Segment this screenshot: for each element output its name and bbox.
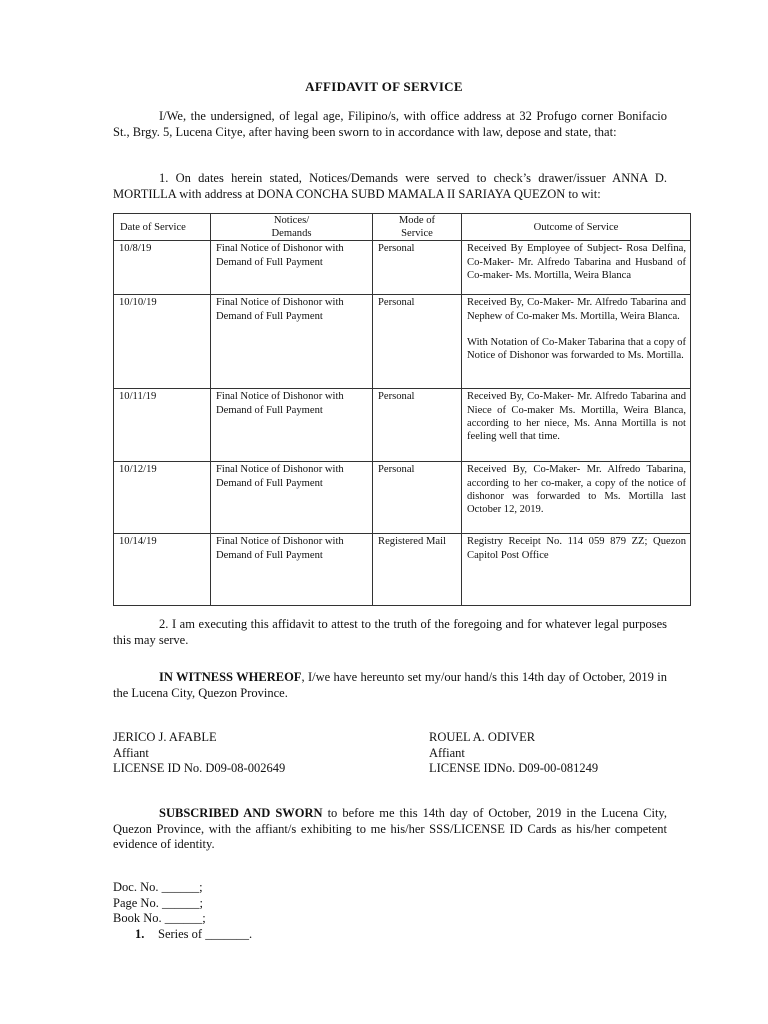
cell-date: 10/12/19	[114, 462, 211, 534]
cell-mode: Personal	[373, 241, 462, 295]
cell-notice: Final Notice of Dishonor with Demand of Full Payment	[211, 389, 373, 462]
cell-outcome: Received By, Co-Maker- Mr. Alfredo Tabarina, according to her co-maker, a copy of the notice of dishonor was forwarded to Ms. Mortilla last October 12, 2019.	[462, 462, 691, 534]
header-notices: Notices/ Demands	[211, 214, 373, 241]
cell-notice: Final Notice of Dishonor with Demand of Full Payment	[211, 462, 373, 534]
cell-notice: Final Notice of Dishonor with Demand of Full Payment	[211, 295, 373, 389]
series-number: 1.	[135, 926, 145, 941]
table-row	[114, 241, 691, 295]
table-row	[114, 534, 691, 606]
cell-outcome	[462, 295, 691, 389]
paragraph-2-text: 2. I am executing this affidavit to attest to the truth of the foregoing and for whatever legal purposes this may serve.	[113, 617, 667, 647]
intro-text: I/We, the undersigned, of legal age, Filipino/s, with office address at 32 Profugo corner Bonifacio St., Brgy. 5, Lucena Citye, after having been sworn to in accordance with law, depose and state, that:	[113, 109, 667, 139]
cell-date: 10/8/19	[114, 241, 211, 295]
paragraph-2	[113, 617, 667, 648]
outcome-notation: With Notation of Co-Maker Tabarina that a copy of Notice of Dishonor was forwarded to Ms. Mortilla.	[467, 336, 686, 362]
witness-text: , I/we have hereunto set my/our hand/s this 14th day of October, 2019 in the Lucena City, Quezon Province.	[113, 670, 667, 700]
affiant-name: JERICO J. AFABLE	[113, 730, 217, 744]
affiant-license: LICENSE ID No. D09-08-002649	[113, 761, 286, 775]
cell-notice: Final Notice of Dishonor with Demand of Full Payment	[211, 534, 373, 606]
sworn-text: to before me this 14th day of October, 2019 in the Lucena City, Quezon Province, with the affiant/s exhibiting to me his/her SSS/LICENSE ID Cards as his/her competent evidence of identity.	[113, 806, 667, 851]
doc-number-line: Doc. No. ______;	[113, 880, 203, 894]
cell-mode: Personal	[373, 389, 462, 462]
sworn-lead: SUBSCRIBED AND SWORN	[159, 806, 323, 820]
cell-date: 10/10/19	[114, 295, 211, 389]
affiant-role: Affiant	[429, 745, 465, 760]
header-outcome: Outcome of Service	[462, 214, 691, 241]
paragraph-1-text: 1. On dates herein stated, Notices/Demands were served to check’s drawer/issuer ANNA D. MORTILLA with address at DONA CONCHA SUBD MAMALA II SARIAYA QUEZON to wit:	[113, 171, 667, 201]
cell-outcome: Received By, Co-Maker- Mr. Alfredo Tabarina and Niece of Co-maker Ms. Mortilla, Weira Blanca, according to her niece, Ms. Anna Mortilla is not feeling well that time.	[462, 389, 691, 462]
affiant-license: LICENSE IDNo. D09-00-081249	[429, 761, 599, 775]
page-number-line: Page No. ______;	[113, 895, 203, 910]
table-header-row	[114, 214, 691, 241]
affiant-block-2	[429, 730, 598, 777]
jurat-paragraph	[113, 806, 667, 853]
table-row	[114, 389, 691, 462]
series-text: Series of _______.	[158, 926, 253, 941]
cell-notice: Final Notice of Dishonor with Demand of Full Payment	[211, 241, 373, 295]
witness-clause	[113, 670, 667, 701]
intro-paragraph	[113, 109, 667, 140]
paragraph-1	[113, 171, 667, 202]
affiant-role: Affiant	[113, 745, 149, 760]
witness-lead: IN WITNESS WHEREOF	[159, 670, 302, 684]
series-line	[113, 927, 252, 943]
cell-mode: Registered Mail	[373, 534, 462, 606]
table-row	[114, 462, 691, 534]
header-date: Date of Service	[114, 214, 211, 241]
notarial-register	[113, 880, 252, 942]
cell-outcome: Registry Receipt No. 114 059 879 ZZ; Quezon Capitol Post Office	[462, 534, 691, 606]
document-title: AFFIDAVIT OF SERVICE	[305, 79, 463, 94]
affiant-block-1	[113, 730, 285, 777]
outcome-text: Received By, Co-Maker- Mr. Alfredo Tabarina and Nephew of Co-maker Ms. Mortilla, Weira Blanca.	[467, 297, 686, 322]
book-number-line: Book No. ______;	[113, 911, 206, 925]
cell-date: 10/14/19	[114, 534, 211, 606]
cell-outcome: Received By Employee of Subject- Rosa Delfina, Co-Maker- Mr. Alfredo Tabarina and Husband of Co-maker- Ms. Mortilla, Weira Blanca	[462, 241, 691, 295]
cell-date: 10/11/19	[114, 389, 211, 462]
affiant-name: ROUEL A. ODIVER	[429, 730, 536, 744]
cell-mode: Personal	[373, 295, 462, 389]
table-row	[114, 295, 691, 389]
service-table	[113, 213, 691, 606]
cell-mode: Personal	[373, 462, 462, 534]
header-mode: Mode of Service	[373, 214, 462, 241]
